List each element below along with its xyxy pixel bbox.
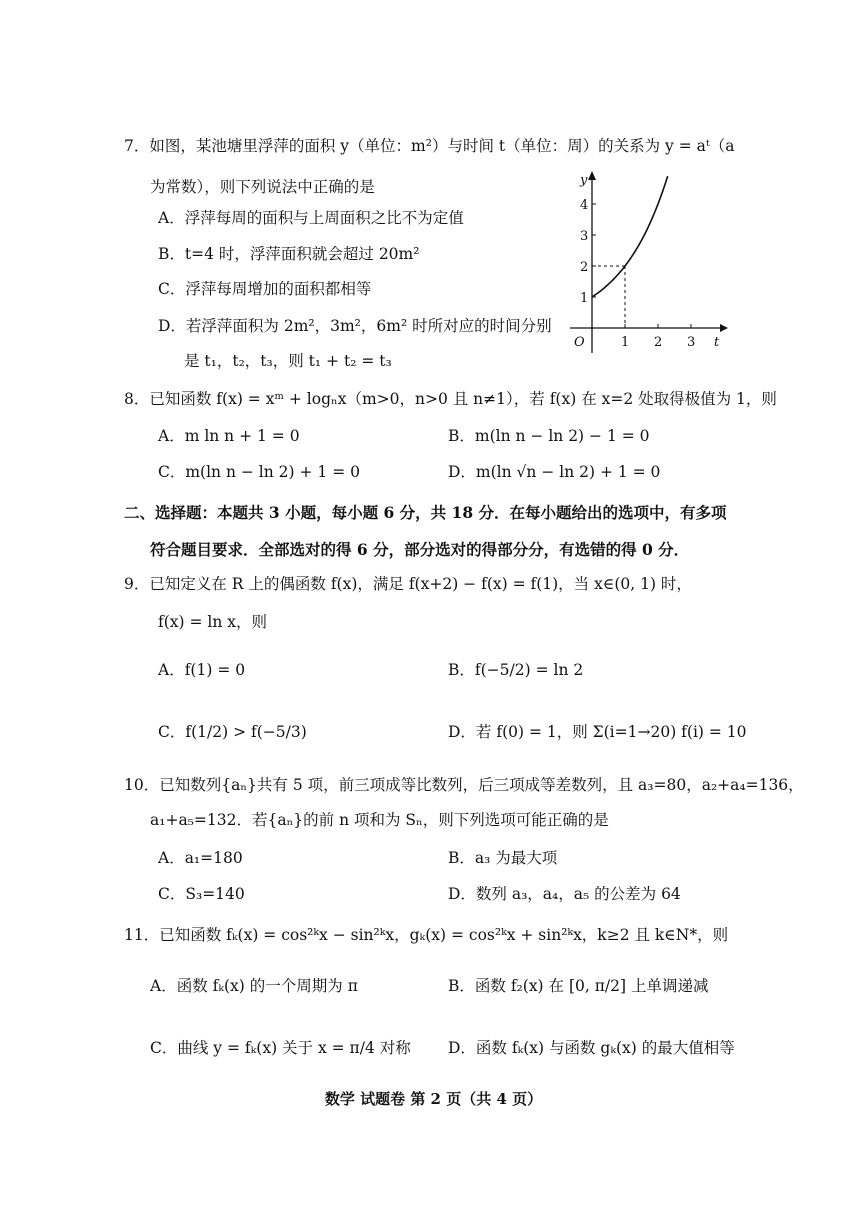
x-tick-label: 3 xyxy=(687,335,696,350)
q9-option-a: A．f(1) = 0 xyxy=(158,661,246,679)
q10-option-c: C．S₃=140 xyxy=(158,885,245,903)
q7-option-b: B．t=4 时，浮萍面积就会超过 20m² xyxy=(158,245,420,263)
x-axis-label: t xyxy=(714,335,720,350)
q8-option-d: D．m(ln √n − ln 2) + 1 = 0 xyxy=(448,463,661,481)
q10-option-b: B．a₃ 为最大项 xyxy=(448,849,558,867)
y-tick-label: 1 xyxy=(580,291,589,306)
q7-stem-line1: 7．如图，某池塘里浮萍的面积 y（单位：m²）与时间 t（单位：周）的关系为 y = aᵗ（a xyxy=(124,137,735,155)
y-tick-label: 3 xyxy=(580,229,589,244)
y-axis-arrow xyxy=(588,171,596,180)
q8-option-c: C．m(ln n − ln 2) + 1 = 0 xyxy=(158,463,360,481)
exponential-graph xyxy=(560,168,730,358)
section2-line2: 符合题目要求．全部选对的得 6 分，部分选对的得部分分，有选错的得 0 分． xyxy=(150,540,690,559)
q10-option-d: D．数列 a₃，a₄，a₅ 的公差为 64 xyxy=(448,885,681,903)
q7-option-c: C．浮萍每周增加的面积都相等 xyxy=(158,280,372,298)
x-tick-label: 2 xyxy=(654,335,663,350)
q9-option-c: C．f(1/2) > f(−5/3) xyxy=(158,723,307,741)
q11-option-a: A．函数 fₖ(x) 的一个周期为 π xyxy=(150,977,358,995)
q10-option-a: A．a₁=180 xyxy=(158,849,243,867)
q9-stem-line1: 9．已知定义在 R 上的偶函数 f(x)，满足 f(x+2) − f(x) = f(1)，当 x∈(0, 1) 时， xyxy=(124,575,692,593)
q11-option-b: B．函数 f₂(x) 在 [0, π/2] 上单调递减 xyxy=(448,977,709,995)
q7-option-a: A．浮萍每周的面积与上周面积之比不为定值 xyxy=(158,209,464,227)
q9-option-d: D．若 f(0) = 1，则 Σ(i=1→20) f(i) = 10 xyxy=(448,723,747,741)
y-tick-label: 2 xyxy=(580,260,589,275)
q9-option-b: B．f(−5/2) = ln 2 xyxy=(448,661,584,679)
y-axis-label: y xyxy=(580,173,588,188)
exponential-curve xyxy=(592,176,668,297)
origin-label: O xyxy=(574,335,585,350)
q11-option-c: C．曲线 y = fₖ(x) 关于 x = π/4 对称 xyxy=(150,1039,411,1057)
q10-stem-line2: a₁+a₅=132．若{aₙ}的前 n 项和为 Sₙ，则下列选项可能正确的是 xyxy=(150,811,609,829)
q7-stem-line2: 为常数），则下列说法中正确的是 xyxy=(150,178,375,196)
q10-stem-line1: 10．已知数列{aₙ}共有 5 项，前三项成等比数列，后三项成等差数列，且 a₃=80，a₂+a₄=136， xyxy=(124,776,804,794)
page-footer: 数学 试题卷 第 2 页（共 4 页） xyxy=(324,1090,543,1108)
q8-stem: 8．已知函数 f(x) = xᵐ + logₙx（m>0，n>0 且 n≠1），若 f(x) 在 x=2 处取得极值为 1，则 xyxy=(124,390,777,408)
q8-option-b: B．m(ln n − ln 2) − 1 = 0 xyxy=(448,427,650,445)
q7-option-d: D．若浮萍面积为 2m²，3m²，6m² 时所对应的时间分别 xyxy=(158,317,552,335)
q8-option-a: A．m ln n + 1 = 0 xyxy=(158,427,300,445)
q7-option-d-cont: 是 t₁，t₂，t₃，则 t₁ + t₂ = t₃ xyxy=(184,352,392,370)
x-tick-label: 1 xyxy=(621,335,630,350)
q11-stem: 11．已知函数 fₖ(x) = cos²ᵏx − sin²ᵏx，gₖ(x) = cos²ᵏx + sin²ᵏx，k≥2 且 k∈N*，则 xyxy=(124,926,729,944)
y-tick-label: 4 xyxy=(580,198,589,213)
q9-stem-line2: f(x) = ln x，则 xyxy=(158,613,268,631)
q11-option-d: D．函数 fₖ(x) 与函数 gₖ(x) 的最大值相等 xyxy=(448,1039,735,1057)
section2-line1: 二、选择题：本题共 3 小题，每小题 6 分，共 18 分．在每小题给出的选项中，有多项 xyxy=(124,503,727,522)
x-axis-arrow xyxy=(720,324,728,332)
